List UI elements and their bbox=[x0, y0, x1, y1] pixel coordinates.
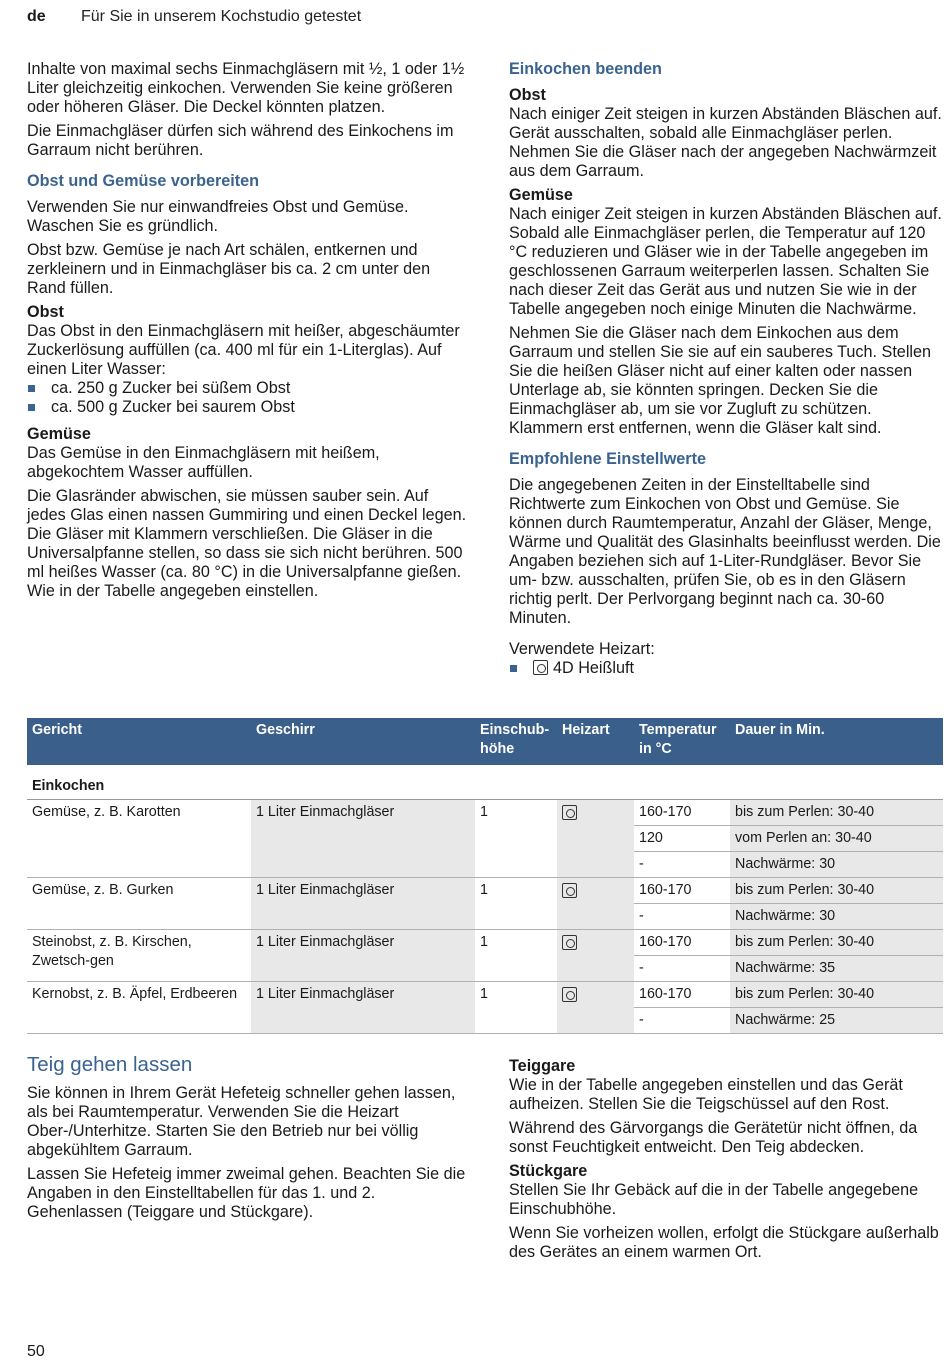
column-header: Temperatur in °C bbox=[634, 718, 730, 765]
dishware-cell: 1 Liter Einmachgläser bbox=[251, 800, 475, 878]
settings-table bbox=[27, 718, 943, 1034]
shelf-cell: 1 bbox=[475, 982, 557, 1034]
dish-cell: Kernobst, z. B. Äpfel, Erdbeeren bbox=[27, 982, 251, 1034]
shelf-cell: 1 bbox=[475, 878, 557, 930]
fruit-paragraph: Das Obst in den Einmachgläsern mit heißer, abgeschäumter Zuckerlösung auffüllen (ca. 400 ml für ein 1-Literglas). Auf einen Liter Wasser: bbox=[27, 322, 460, 378]
section-heading-finish: Einkochen beenden bbox=[509, 60, 662, 78]
table-header-row bbox=[27, 718, 943, 765]
dough-left-column bbox=[27, 1055, 467, 1227]
hot-air-4d-icon bbox=[562, 883, 577, 898]
shelf-cell: 1 bbox=[475, 800, 557, 878]
heating-type-name: 4D Heißluft bbox=[553, 659, 634, 677]
temperature-cell: 160-170 bbox=[634, 800, 730, 826]
section-heading-recommended: Empfohlene Einstellwerte bbox=[509, 450, 706, 468]
fermentation-paragraph: Während des Gärvorgangs die Gerätetür nicht öffnen, da sonst Feuchtigkeit entweicht. Den Teig abdecken. bbox=[509, 1119, 918, 1156]
duration-cell: bis zum Perlen: 30-40 bbox=[730, 982, 943, 1008]
first-proof-paragraph: Wie in der Tabelle angegeben einstellen und das Gerät aufheizen. Stellen Sie die Teigschüssel auf den Rost. bbox=[509, 1076, 903, 1113]
temperature-cell: 160-170 bbox=[634, 878, 730, 904]
sugar-list bbox=[27, 379, 467, 417]
subheading-vegetables: Gemüse bbox=[27, 425, 91, 443]
hot-air-4d-icon bbox=[562, 987, 577, 1002]
table-row bbox=[27, 878, 943, 904]
temperature-cell: 160-170 bbox=[634, 982, 730, 1008]
hot-air-4d-icon bbox=[533, 660, 548, 675]
subheading-second-proof: Stückgare bbox=[509, 1162, 588, 1180]
heating-type-list bbox=[509, 659, 944, 678]
list-item bbox=[509, 659, 944, 678]
jars-paragraph: Die Glasränder abwischen, sie müssen sauber sein. Auf jedes Glas einen nassen Gummiring und einen Deckel legen. Die Gläser mit Klammern verschließen. Die Gläser in die Universalpfanne stellen, so dass sie sich nicht berühren. 500 ml heißes Wasser (ca. 80 °C) in die Universalpfanne gießen. Wie in der Tabelle angegeben einstellen. bbox=[27, 487, 467, 600]
language-label: de bbox=[27, 8, 46, 25]
prepare-paragraph-2: Obst bzw. Gemüse je nach Art schälen, entkernen und zerkleinern und in Einmachgläser bis ca. 2 cm unter den Rand füllen. bbox=[27, 241, 431, 297]
list-item: ca. 250 g Zucker bei süßem Obst bbox=[27, 379, 467, 398]
table-row bbox=[27, 982, 943, 1008]
subheading-fruit: Obst bbox=[509, 86, 546, 104]
recommended-paragraph: Die angegebenen Zeiten in der Einstelltabelle sind Richtwerte zum Einkochen von Obst und Gemüse. Sie können durch Raumtemperatur, Anzahl der Gläser, Menge, Wärme und Qualität des Glasinhalts beeinflusst werden. Die Angaben beziehen sich auf 1-Liter-Rundgläser. Bevor Sie um- bzw. ausschalten, prüfen Sie, ob es in den Gläsern richtig perlt. Der Perlvorgang beginnt nach ca. 30-60 Minuten. bbox=[509, 476, 941, 627]
right-column bbox=[509, 60, 944, 684]
column-header: Geschirr bbox=[251, 718, 475, 765]
hot-air-4d-icon bbox=[562, 805, 577, 820]
hot-air-4d-icon bbox=[562, 935, 577, 950]
duration-cell: bis zum Perlen: 30-40 bbox=[730, 878, 943, 904]
temperature-cell: - bbox=[634, 956, 730, 982]
finish-vegetables-paragraph: Nach einiger Zeit steigen in kurzen Abständen Bläschen auf. Sobald alle Einmachgläser perlen, die Temperatur auf 120 °C reduzieren und Gläser wie in der Tabelle angegeben im geschlossenen Garraum weiterperlen lassen. Schalten Sie nach dieser Zeit das Gerät aus und nutzen Sie wie in der Tabelle angegeben noch einige Minuten die Nachwärme. bbox=[509, 205, 942, 318]
column-header: Einschub- höhe bbox=[475, 718, 557, 765]
heating-cell bbox=[557, 878, 634, 930]
column-header: Gericht bbox=[27, 718, 251, 765]
subheading-vegetables: Gemüse bbox=[509, 186, 573, 204]
temperature-cell: - bbox=[634, 904, 730, 930]
temperature-cell: 160-170 bbox=[634, 930, 730, 956]
second-proof-paragraph: Stellen Sie Ihr Gebäck auf die in der Tabelle angegebene Einschubhöhe. bbox=[509, 1181, 919, 1218]
temperature-cell: - bbox=[634, 1008, 730, 1034]
heating-cell bbox=[557, 982, 634, 1034]
temperature-cell: - bbox=[634, 852, 730, 878]
header-title: Für Sie in unserem Kochstudio getestet bbox=[81, 8, 362, 25]
dishware-cell: 1 Liter Einmachgläser bbox=[251, 878, 475, 930]
heating-cell bbox=[557, 930, 634, 982]
table-row bbox=[27, 800, 943, 826]
table-section-row bbox=[27, 765, 943, 800]
section-title-dough: Teig gehen lassen bbox=[27, 1053, 193, 1076]
finish-fruit-paragraph: Nach einiger Zeit steigen in kurzen Abständen Bläschen auf. Gerät ausschalten, sobald alle Einmachgläser perlen. Nehmen Sie die Gläser nach der angegeben Nachwärmzeit aus dem Garraum. bbox=[509, 105, 942, 180]
remove-jars-paragraph: Nehmen Sie die Gläser nach dem Einkochen aus dem Garraum und stellen Sie sie auf ein sauberes Tuch. Stellen Sie die heißen Gläser nicht auf einer kalten oder nassen Unterlage ab, sie könnten springen. Decken Sie die Einmachgläser ab, um sie vor Zugluft zu schützen. Klammern erst entfernen, wenn die Gläser kalt sind. bbox=[509, 324, 932, 437]
dough-paragraph-2: Lassen Sie Hefeteig immer zweimal gehen. Beachten Sie die Angaben in den Einstelltabellen für das 1. und 2. Gehenlassen (Teiggare und Stückgare). bbox=[27, 1165, 466, 1221]
dough-paragraph-1: Sie können in Ihrem Gerät Hefeteig schneller gehen lassen, als bei Raumtemperatur. Verwenden Sie die Heizart Ober-/Unterhitze. Starten Sie den Betrieb nur bei völlig abgekühltem Garraum. bbox=[27, 1084, 456, 1159]
table-row bbox=[27, 930, 943, 956]
subheading-fruit: Obst bbox=[27, 303, 64, 321]
heating-cell bbox=[557, 800, 634, 878]
subheading-first-proof: Teiggare bbox=[509, 1057, 576, 1075]
duration-cell: Nachwärme: 25 bbox=[730, 1008, 943, 1034]
glasses-paragraph: Die Einmachgläser dürfen sich während des Einkochens im Garraum nicht berühren. bbox=[27, 122, 454, 159]
shelf-cell: 1 bbox=[475, 930, 557, 982]
left-column bbox=[27, 60, 467, 606]
dishware-cell: 1 Liter Einmachgläser bbox=[251, 982, 475, 1034]
section-label: Einkochen bbox=[27, 765, 943, 800]
section-heading-prepare: Obst und Gemüse vorbereiten bbox=[27, 172, 260, 190]
duration-cell: bis zum Perlen: 30-40 bbox=[730, 800, 943, 826]
dish-cell: Gemüse, z. B. Gurken bbox=[27, 878, 251, 930]
duration-cell: Nachwärme: 30 bbox=[730, 852, 943, 878]
preheat-paragraph: Wenn Sie vorheizen wollen, erfolgt die Stückgare außerhalb des Gerätes an einem warmen Ort. bbox=[509, 1224, 939, 1261]
temperature-cell: 120 bbox=[634, 826, 730, 852]
duration-cell: bis zum Perlen: 30-40 bbox=[730, 930, 943, 956]
page-number: 50 bbox=[27, 1343, 45, 1360]
dishware-cell: 1 Liter Einmachgläser bbox=[251, 930, 475, 982]
intro-paragraph: Inhalte von maximal sechs Einmachgläsern mit ½, 1 oder 1½ Liter gleichzeitig einkochen. Verwenden Sie keine größeren oder höheren Gläser. Die Deckel könnten platzen. bbox=[27, 60, 465, 116]
heating-type-label: Verwendete Heizart: bbox=[509, 640, 655, 658]
duration-cell: Nachwärme: 35 bbox=[730, 956, 943, 982]
list-item: ca. 500 g Zucker bei saurem Obst bbox=[27, 398, 467, 417]
duration-cell: Nachwärme: 30 bbox=[730, 904, 943, 930]
dough-right-column bbox=[509, 1057, 944, 1267]
prepare-paragraph-1: Verwenden Sie nur einwandfreies Obst und Gemüse. Waschen Sie es gründlich. bbox=[27, 198, 409, 235]
dish-cell: Gemüse, z. B. Karotten bbox=[27, 800, 251, 878]
column-header: Heizart bbox=[557, 718, 634, 765]
vegetables-paragraph: Das Gemüse in den Einmachgläsern mit heißem, abgekochtem Wasser auffüllen. bbox=[27, 444, 380, 481]
column-header: Dauer in Min. bbox=[730, 718, 943, 765]
dish-cell: Steinobst, z. B. Kirschen, Zwetsch-gen bbox=[27, 930, 251, 982]
duration-cell: vom Perlen an: 30-40 bbox=[730, 826, 943, 852]
